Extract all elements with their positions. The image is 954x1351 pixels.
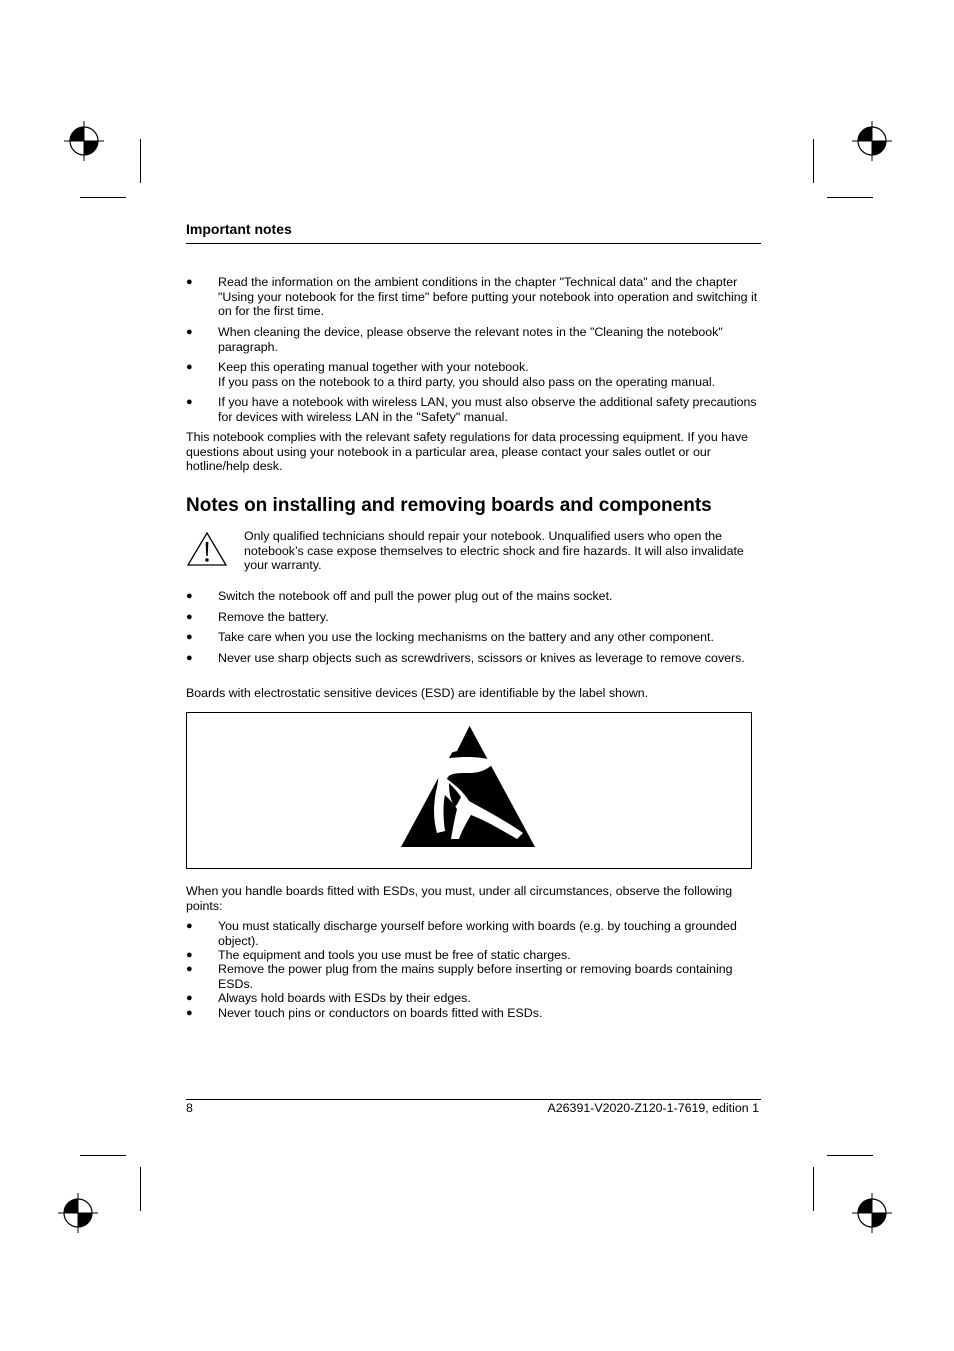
compliance-paragraph: This notebook complies with the relevant safety regulations for data processing equipment. If you have questions about using your notebook in a particular area, please contact your sales outlet or our hotline/help desk. bbox=[186, 430, 749, 473]
bullet: ● bbox=[186, 611, 193, 623]
registration-mark-icon bbox=[852, 1193, 892, 1233]
list-item-body bbox=[218, 360, 761, 389]
esd-label-intro: Boards with electrostatic sensitive devices (ESD) are identifiable by the label shown. bbox=[186, 686, 649, 700]
bullet: ● bbox=[186, 326, 193, 338]
page-number: 8 bbox=[186, 1101, 193, 1115]
list-item-text: If you have a notebook with wireless LAN, you must also observe the additional safety precautions for devices with wireless LAN in the "Safety" manual. bbox=[218, 395, 757, 424]
crop-mark-horizontal bbox=[827, 1155, 873, 1156]
warning-triangle-icon bbox=[186, 531, 228, 567]
list-item-text: Never use sharp objects such as screwdrivers, scissors or knives as leverage to remove covers. bbox=[218, 651, 745, 665]
list-item-text: Keep this operating manual together with your notebook. bbox=[218, 360, 529, 374]
running-head: Important notes bbox=[186, 221, 292, 237]
registration-mark-icon bbox=[852, 121, 892, 161]
list-item-text: Remove the battery. bbox=[218, 610, 329, 624]
list-item-text: Switch the notebook off and pull the power plug out of the mains socket. bbox=[218, 589, 613, 603]
bullet: ● bbox=[186, 590, 193, 602]
list-item-text: The equipment and tools you use must be free of static charges. bbox=[218, 948, 571, 962]
section-title: Notes on installing and removing boards and components bbox=[186, 495, 712, 516]
crop-mark-vertical bbox=[813, 139, 814, 183]
bullet: ● bbox=[186, 1007, 193, 1019]
esd-handling-intro: When you handle boards fitted with ESDs, you must, under all circumstances, observe the following points: bbox=[186, 884, 733, 913]
bullet: ● bbox=[186, 652, 193, 664]
crop-mark-vertical bbox=[140, 1167, 141, 1211]
bullet: ● bbox=[186, 920, 193, 932]
bullet: ● bbox=[186, 949, 193, 961]
esd-label-figure bbox=[186, 712, 752, 869]
bullet: ● bbox=[186, 963, 193, 975]
document-id: A26391-V2020-Z120-1-7619, edition 1 bbox=[547, 1101, 759, 1115]
footer-rule bbox=[186, 1099, 761, 1100]
list-item-text: Remove the power plug from the mains supply before inserting or removing boards containing ESDs. bbox=[218, 962, 733, 991]
list-item-text: You must statically discharge yourself before working with boards (e.g. by touching a grounded object). bbox=[218, 919, 737, 948]
bullet: ● bbox=[186, 361, 193, 373]
list-item-text: Always hold boards with ESDs by their edges. bbox=[218, 991, 471, 1005]
registration-mark-icon bbox=[64, 121, 104, 161]
bullet: ● bbox=[186, 992, 193, 1004]
esd-warning-hand-icon bbox=[399, 721, 537, 849]
bullet: ● bbox=[186, 276, 193, 288]
crop-mark-horizontal bbox=[827, 197, 873, 198]
crop-mark-vertical bbox=[813, 1167, 814, 1211]
crop-mark-vertical bbox=[140, 139, 141, 183]
warning-text: Only qualified technicians should repair your notebook. Unqualified users who open the notebook’s case expose themselves to electric shock and fire hazards. It will also invalidate your warranty. bbox=[244, 529, 744, 572]
registration-mark-icon bbox=[58, 1193, 98, 1233]
list-item-text: Never touch pins or conductors on boards fitted with ESDs. bbox=[218, 1006, 543, 1020]
list-item-text-continued: If you pass on the notebook to a third party, you should also pass on the operating manual. bbox=[218, 374, 716, 389]
list-item-text: Take care when you use the locking mechanisms on the battery and any other component. bbox=[218, 630, 714, 644]
crop-mark-horizontal bbox=[80, 1155, 126, 1156]
crop-mark-horizontal bbox=[80, 197, 126, 198]
list-item-text: Read the information on the ambient conditions in the chapter "Technical data" and the chapter "Using your notebook for the first time" before putting your notebook into operation and switching it on for the first time. bbox=[218, 275, 758, 318]
bullet: ● bbox=[186, 631, 193, 643]
header-rule bbox=[186, 243, 761, 244]
bullet: ● bbox=[186, 396, 193, 408]
list-item-text: When cleaning the device, please observe the relevant notes in the "Cleaning the notebook" paragraph. bbox=[218, 325, 723, 354]
